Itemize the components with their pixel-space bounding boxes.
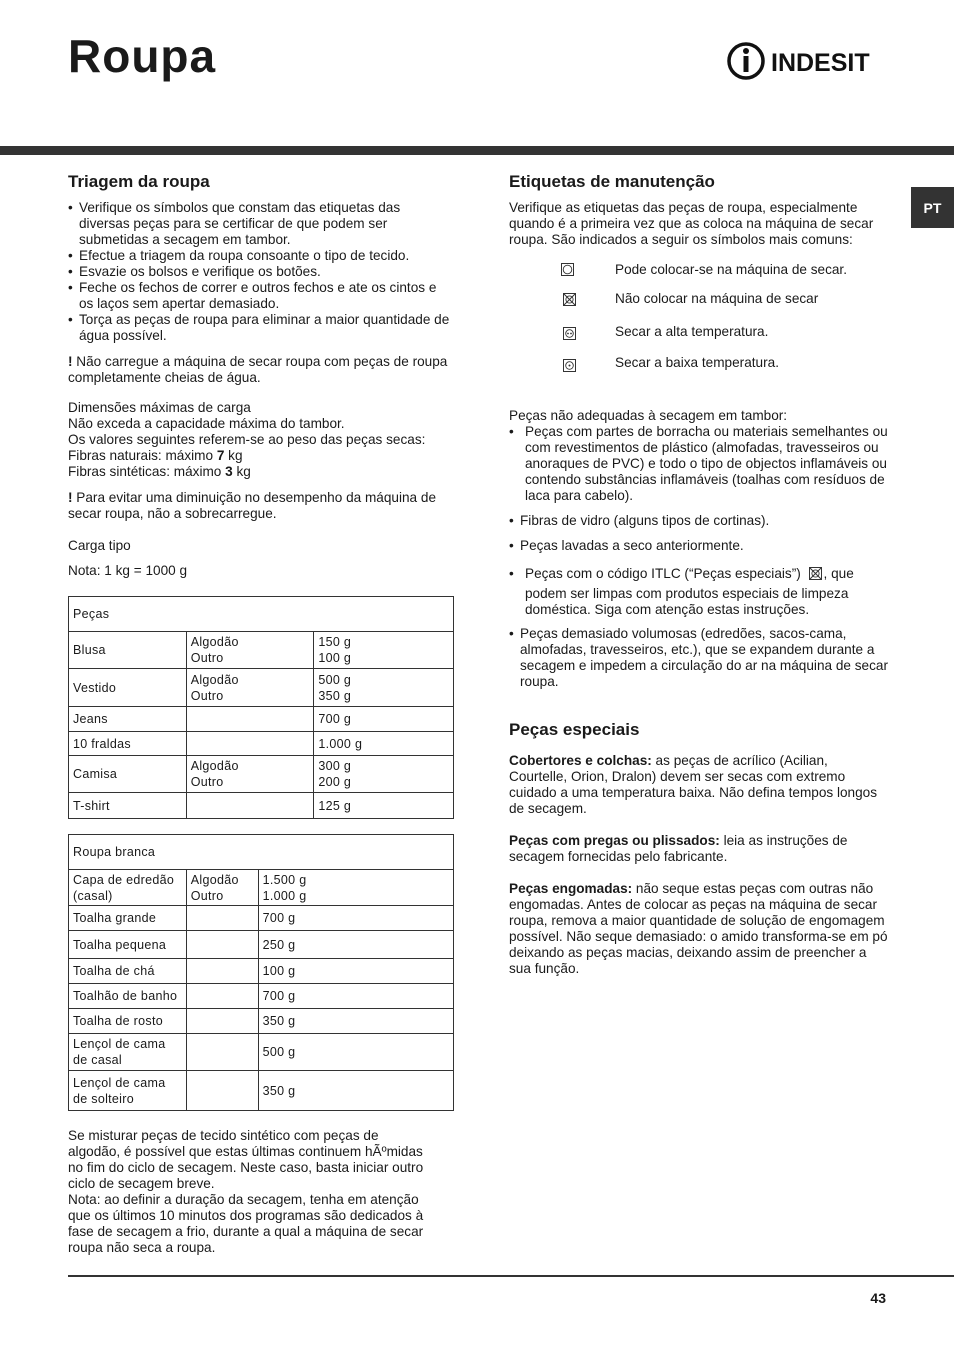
left-column — [68, 172, 454, 579]
item-cell: Lençol de cama de solteiro — [69, 1071, 187, 1111]
svg-text:INDESIT: INDESIT — [771, 49, 870, 77]
table-row — [69, 1071, 454, 1111]
unsuitable-list — [509, 424, 889, 690]
item-cell: Toalha de chá — [69, 959, 187, 984]
load-table-linen — [68, 834, 454, 1111]
unsuitable-section — [509, 408, 889, 977]
item-cell: Lençol de cama de casal — [69, 1034, 187, 1071]
table-row — [69, 756, 454, 793]
dims-synthetic: Fibras sintéticas: máximo 3 kg — [68, 464, 251, 479]
care-labels-intro: Verifique as etiquetas das peças de roupa, especialmente quando é a primeira vez que as coloca na máquina de secar roupa. São indicados a seguir os símbolos mais comuns: — [509, 200, 874, 247]
tumble-dry-low-icon — [563, 359, 576, 372]
item-cell: Toalha grande — [69, 906, 187, 931]
list-item: • Peças com partes de borracha ou materiais semelhantes ou com revestimentos de plástico (almofadas, travesseiros ou anoraques de PVC) e todo o tipo de objectos inflamáveis ou contendo substâncias inflamáveis (toalhas com resíduos de laca para cabelo). — [509, 424, 889, 504]
fabric-cell: Algodão Outro — [186, 669, 314, 707]
list-item: • Peças com o código ITLC (“Peças especiais”) , que podem ser limpas com produtos especiais de limpeza doméstica. Siga com atenção estas instruções. — [509, 566, 889, 618]
fabric-cell: Algodão Outro — [186, 756, 314, 793]
weight-cell: 1.500 g 1.000 g — [258, 870, 453, 906]
item-cell: Toalha de rosto — [69, 1009, 187, 1034]
list-item: • Efectue a triagem da roupa consoante o tipo de tecido. — [68, 248, 454, 264]
do-not-tumble-dry-icon — [563, 293, 576, 306]
closing-line: fase de secagem a frio, durante a qual a máquina de secar — [68, 1224, 424, 1239]
closing-line: Se misturar peças de tecido sintético com peças de — [68, 1128, 379, 1143]
table-row — [69, 870, 454, 906]
closing-line: ciclo de secagem breve. — [68, 1176, 215, 1191]
fabric-cell — [186, 1034, 258, 1071]
fabric-cell — [186, 793, 314, 819]
list-item: • Torça as peças de roupa para eliminar a maior quantidade de água possível. — [68, 312, 454, 344]
load-table-clothes — [68, 596, 454, 819]
weight-cell: 250 g — [258, 931, 453, 959]
header-rule — [0, 146, 954, 155]
weight-cell: 700 g — [314, 707, 454, 732]
weight-cell: 150 g 100 g — [314, 632, 454, 669]
dims-natural: Fibras naturais: máximo 7 kg — [68, 448, 243, 463]
table-row — [69, 959, 454, 984]
table-header: Roupa branca — [69, 835, 454, 870]
fabric-cell — [186, 906, 258, 931]
table-row — [69, 984, 454, 1009]
symbol-label: Não colocar na máquina de secar — [615, 291, 819, 306]
item-cell: Vestido — [69, 669, 187, 707]
table-row — [69, 931, 454, 959]
fabric-cell — [186, 732, 314, 756]
weight-cell: 1.000 g — [314, 732, 454, 756]
weight-cell: 350 g — [258, 1071, 453, 1111]
right-column — [509, 172, 889, 248]
dims-heading: Dimensões máximas de carga — [68, 400, 251, 415]
table-row — [69, 707, 454, 732]
do-not-tumble-dry-icon — [809, 567, 822, 580]
page-title: Roupa — [68, 30, 217, 82]
page-number: 43 — [870, 1290, 886, 1306]
footer-rule — [68, 1275, 954, 1277]
weight-cell: 700 g — [258, 906, 453, 931]
indesit-logo — [727, 40, 887, 82]
fabric-cell — [186, 959, 258, 984]
carga-heading: Carga tipo — [68, 538, 131, 553]
overload-warning: ! Não carregue a máquina de secar roupa com peças de roupa completamente cheias de água. — [68, 354, 448, 385]
table-row — [69, 906, 454, 931]
table-header: Peças — [69, 597, 454, 632]
closing-line: Nota: ao definir a duração da secagem, tenha em atenção — [68, 1192, 419, 1207]
special-starched: Peças engomadas: não seque estas peças com outras não engomadas. Antes de colocar as peças na máquina de secar roupa, remova a maior quantidade de solução de engomagem possível. Não seque demasiado: o amido transforma-se em pó deixando as peças macias, deixando assim de preencher a sua função. — [509, 881, 888, 976]
table-row — [69, 669, 454, 707]
sorting-heading: Triagem da roupa — [68, 172, 210, 191]
fabric-cell — [186, 931, 258, 959]
symbol-label: Secar a baixa temperatura. — [615, 355, 779, 370]
care-labels-heading: Etiquetas de manutenção — [509, 172, 715, 191]
list-item: • Feche os fechos de correr e outros fechos e ate os cintos e os laços sem apertar demasiado. — [68, 280, 454, 312]
list-item: • Peças demasiado volumosas (edredões, sacos-cama, almofadas, travesseiros, etc.), que se expandem durante a secagem e impedem a circulação do ar na máquina de secar roupa. — [509, 626, 889, 690]
item-cell: Blusa — [69, 632, 187, 669]
closing-line: no fim do ciclo de secagem. Neste caso, basta iniciar outro — [68, 1160, 424, 1175]
item-cell: 10 fraldas — [69, 732, 187, 756]
table-row — [69, 732, 454, 756]
closing-line: que os últimos 10 minutos dos programas são dedicados à — [68, 1208, 424, 1223]
table-row — [69, 1034, 454, 1071]
fabric-cell — [186, 707, 314, 732]
weight-note: Nota: 1 kg = 1000 g — [68, 563, 188, 578]
item-cell: T-shirt — [69, 793, 187, 819]
weight-cell: 700 g — [258, 984, 453, 1009]
special-pleats: Peças com pregas ou plissados: leia as instruções de secagem fornecidas pelo fabricante. — [509, 833, 848, 864]
item-cell: Jeans — [69, 707, 187, 732]
fabric-cell — [186, 1009, 258, 1034]
weight-cell: 350 g — [258, 1009, 453, 1034]
dims-line: Os valores seguintes referem-se ao peso das peças secas: — [68, 432, 426, 447]
table-row — [69, 632, 454, 669]
table-row — [69, 1009, 454, 1034]
item-cell: Camisa — [69, 756, 187, 793]
language-tab: PT — [911, 187, 954, 228]
item-cell: Toalha pequena — [69, 931, 187, 959]
symbol-label: Pode colocar-se na máquina de secar. — [615, 262, 847, 277]
weight-cell: 500 g 350 g — [314, 669, 454, 707]
closing-note — [68, 1128, 454, 1256]
weight-cell: 300 g 200 g — [314, 756, 454, 793]
weight-cell: 100 g — [258, 959, 453, 984]
tumble-dry-high-icon — [563, 327, 576, 340]
closing-line: algodão, é possível que estas últimas continuem hÃºmidas — [68, 1144, 423, 1159]
special-blankets: Cobertores e colchas: as peças de acrílico (Acilian, Courtelle, Orion, Dralon) devem ser secas com extremo cuidado a uma temperatura baixa. Não defina tempos longos de secagem. — [509, 753, 878, 816]
tumble-dry-icon — [561, 263, 574, 276]
fabric-cell: Algodão Outro — [186, 870, 258, 906]
fabric-cell: Algodão Outro — [186, 632, 314, 669]
special-items-heading: Peças especiais — [509, 720, 640, 739]
fabric-cell — [186, 1071, 258, 1111]
list-item: • Verifique os símbolos que constam das etiquetas das diversas peças para se certificar de que podem ser submetidas a secagem em tambor. — [68, 200, 454, 248]
weight-cell: 125 g — [314, 793, 454, 819]
fabric-cell — [186, 984, 258, 1009]
item-cell: Capa de edredão (casal) — [69, 870, 187, 906]
symbol-label: Secar a alta temperatura. — [615, 324, 769, 339]
dims-line: Não exceda a capacidade máxima do tambor. — [68, 416, 345, 431]
weight-cell: 500 g — [258, 1034, 453, 1071]
item-cell: Toalhão de banho — [69, 984, 187, 1009]
unsuitable-heading: Peças não adequadas à secagem em tambor: — [509, 408, 788, 423]
closing-line: roupa não seca a roupa. — [68, 1240, 216, 1255]
list-item: • Fibras de vidro (alguns tipos de cortinas). — [509, 513, 889, 529]
list-item: • Esvazie os bolsos e verifique os botões. — [68, 264, 454, 280]
performance-warning: ! Para evitar uma diminuição no desempenho da máquina de secar roupa, não a sobrecarregue. — [68, 490, 437, 521]
list-item: • Peças lavadas a seco anteriormente. — [509, 538, 889, 554]
table-row — [69, 793, 454, 819]
sorting-list — [68, 200, 454, 344]
